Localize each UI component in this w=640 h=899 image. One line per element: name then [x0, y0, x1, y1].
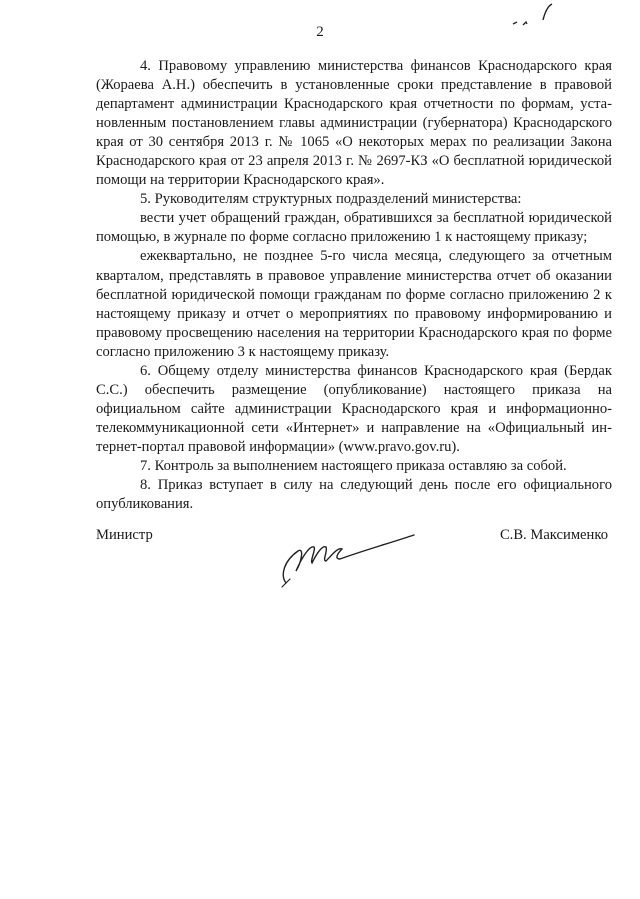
- paragraph-item-4: 4. Правовому управлению министерства финансов Краснодарского края (Жораева А.Н.) обеспечить в установленные сроки представление в правовой департамент администрации Краснодарского края отчетности по формам, установленным постановлением главы администрации (губернатора) Краснодарского края от 30 сентября 2013 г. № 1065 «О некоторых мерах по реализации Закона Краснодарского края от 23 апреля 2013 г. № 2697-КЗ «О бесплатной юридической помощи на территории Краснодарского края».: [96, 58, 612, 189]
- paragraph-item-5-2: ежеквартально, не позднее 5-го числа месяца, следующего за отчетным кварталом, представлять в правовое управление министерства отчет об оказании бесплатной юридической помощи гражданам по форме согласно приложению 2 к настоящему приказу и отчет о мероприятиях по правовому информированию и правовому просвещению населения на территории Краснодарского края по форме согласно приложению 3 к настоящему приказу.: [96, 248, 612, 360]
- signature-block: [96, 525, 612, 595]
- page-number: 2: [316, 24, 324, 40]
- paragraph-item-5: 5. Руководителям структурных подразделений министерства:: [140, 191, 522, 208]
- paragraph-item-5-1: вести учет обращений граждан, обратившихся за бесплатной юридической помощью, в журнале по форме согласно приложению 1 к настоящему приказу;: [96, 210, 612, 246]
- paragraph-item-7: 7. Контроль за выполнением настоящего приказа оставляю за собой.: [140, 457, 567, 474]
- signer-title: Министр: [96, 527, 153, 543]
- signer-name: С.В. Максименко: [499, 527, 608, 543]
- paragraph-item-6: 6. Общему отделу министерства финансов Краснодарского края (Бердак С.С.) обеспечить размещение (опубликование) настоящего приказа на официальном сайте администрации Краснодарского края и информационнотелекоммуникационной сети «Интернет» и направление на «Официальный интернет-портал правовой информации» (www.pravo.gov.ru).: [96, 362, 612, 455]
- handwritten-mark-icon: [505, 0, 565, 30]
- signature-icon: [272, 531, 422, 593]
- document-body: [96, 57, 612, 514]
- paragraph-item-8: 8. Приказ вступает в силу на следующий день после его официального опубликования.: [96, 477, 612, 513]
